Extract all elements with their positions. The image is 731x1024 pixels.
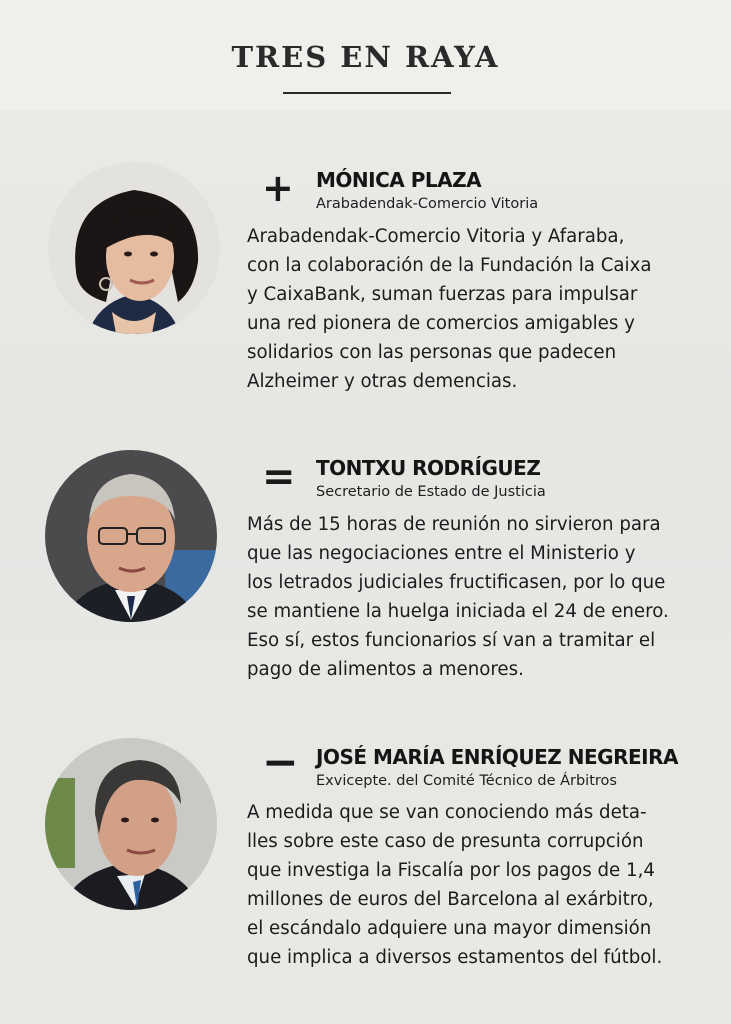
text-line: Eso sí, estos funcionarios sí van a tramitar el	[247, 630, 656, 651]
person-name: JOSÉ MARÍA ENRÍQUEZ NEGREIRA	[316, 745, 678, 769]
entry-text	[247, 510, 687, 684]
text-line: y CaixaBank, suman fuerzas para impulsar	[247, 284, 638, 305]
text-line: que investiga la Fiscalía por los pagos de 1,4	[247, 860, 655, 881]
equals-icon: =	[262, 454, 296, 500]
text-line: A medida que se van conociendo más deta-	[247, 802, 647, 823]
text-line: Más de 15 horas de reunión no sirvieron para	[247, 514, 661, 535]
text-line: con la colaboración de la Fundación la Caixa	[247, 255, 652, 276]
text-line: Arabadendak-Comercio Vitoria y Afaraba,	[247, 226, 625, 247]
portrait-monica-plaza	[48, 162, 220, 334]
entry-text	[247, 222, 687, 396]
section-title: TRES EN RAYA	[231, 40, 500, 74]
person-name: MÓNICA PLAZA	[316, 168, 482, 192]
text-line: se mantiene la huelga iniciada el 24 de enero.	[247, 601, 669, 622]
text-line: Alzheimer y otras demencias.	[247, 371, 518, 392]
text-line: solidarios con las personas que padecen	[247, 342, 617, 363]
text-line: que implica a diversos estamentos del fútbol.	[247, 947, 663, 968]
person-role: Arabadendak-Comercio Vitoria	[316, 196, 539, 212]
portrait-jose-maria-enriquez-negreira	[45, 738, 217, 910]
person-name: TONTXU RODRÍGUEZ	[316, 456, 541, 480]
title-underline	[283, 92, 451, 94]
text-line: el escándalo adquiere una mayor dimensión	[247, 918, 652, 939]
person-role: Exvicepte. del Comité Técnico de Árbitros	[316, 773, 617, 789]
text-line: lles sobre este caso de presunta corrupción	[247, 831, 644, 852]
text-line: millones de euros del Barcelona al exárbitro,	[247, 889, 654, 910]
entry-text	[247, 798, 687, 972]
portrait-tontxu-rodriguez	[45, 450, 217, 622]
text-line: una red pionera de comercios amigables y	[247, 313, 635, 334]
plus-icon: +	[262, 166, 294, 210]
person-role: Secretario de Estado de Justicia	[316, 484, 546, 500]
text-line: pago de alimentos a menores.	[247, 659, 524, 680]
minus-icon: −	[262, 737, 299, 788]
text-line: los letrados judiciales fructificasen, por lo que	[247, 572, 666, 593]
text-line: que las negociaciones entre el Ministerio y	[247, 543, 636, 564]
